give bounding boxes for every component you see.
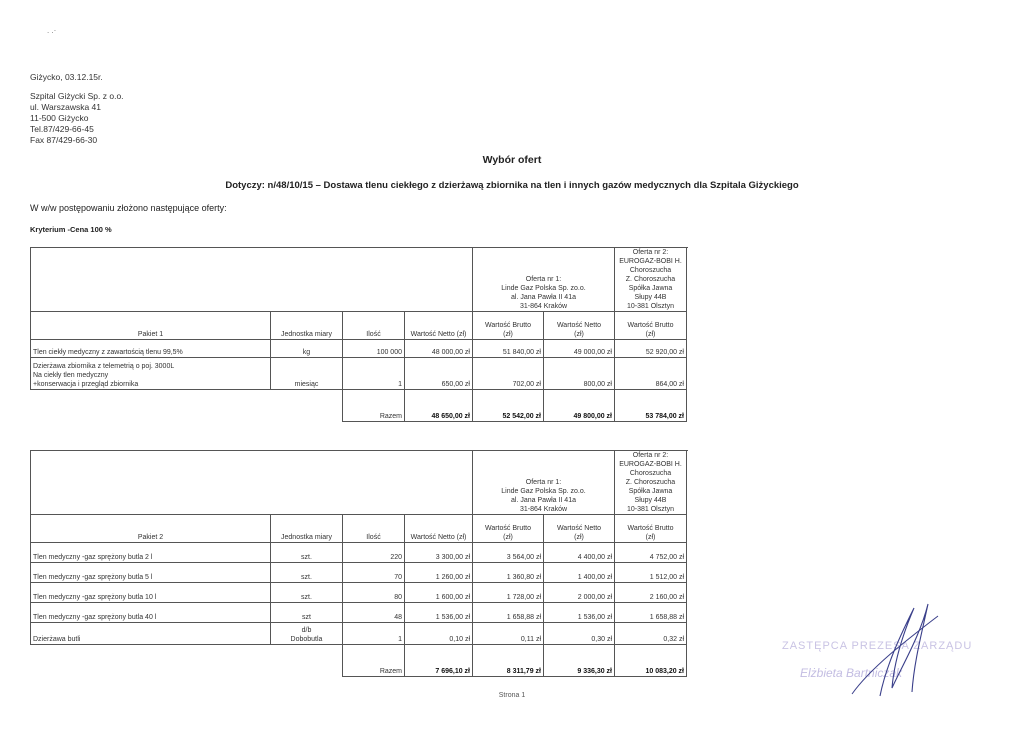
col-qty: Ilość: [343, 515, 405, 543]
item-unit: szt: [271, 603, 343, 623]
total-brutto-2: 53 784,00 zł: [615, 390, 687, 422]
address-line: 11-500 Giżycko: [30, 113, 89, 123]
item-description: [31, 340, 271, 358]
item-unit: kg: [271, 340, 343, 358]
item-unit: szt.: [271, 583, 343, 603]
item-description: [31, 623, 271, 645]
item-qty: 100 000: [343, 340, 405, 358]
total-row: [31, 390, 687, 422]
total-brutto-2: 10 083,20 zł: [615, 645, 687, 677]
item-brutto-2: 0,32 zł: [615, 623, 687, 645]
document-title: Wybór ofert: [482, 154, 542, 166]
table-row: [31, 583, 687, 603]
item-netto-1: 1 260,00 zł: [405, 563, 473, 583]
item-qty: 220: [343, 543, 405, 563]
item-brutto-2: 1 658,88 zł: [615, 603, 687, 623]
item-qty: 80: [343, 583, 405, 603]
item-description: [31, 583, 271, 603]
offer-1-line: Oferta nr 1:: [525, 479, 562, 486]
item-description: [31, 358, 271, 390]
offer-2-line: Z. Choroszucha Spółka Jawna: [625, 479, 676, 495]
item-brutto-2: 52 920,00 zł: [615, 340, 687, 358]
table-row: [31, 543, 687, 563]
offer-2-header: [615, 248, 687, 312]
offer-2-line: Oferta nr 2:: [632, 452, 669, 459]
item-qty: 70: [343, 563, 405, 583]
col-netto-2: Wartość Netto (zł): [544, 515, 615, 543]
item-line: Tlen medyczny -gaz sprężony butla 5 l: [33, 574, 153, 581]
item-netto-2: 4 400,00 zł: [544, 543, 615, 563]
item-brutto-1: 1 658,88 zł: [473, 603, 544, 623]
item-netto-2: 2 000,00 zł: [544, 583, 615, 603]
item-unit: szt.: [271, 563, 343, 583]
col-netto-1: Wartość Netto (zł): [405, 515, 473, 543]
item-line: Tlen medyczny -gaz sprężony butla 2 l: [33, 554, 153, 561]
col-brutto-2: Wartość Brutto (zł): [615, 312, 687, 340]
offer-1-line: 31-864 Kraków: [519, 303, 568, 310]
col-netto-2: Wartość Netto (zł): [544, 312, 615, 340]
offer-1-header: [473, 248, 615, 312]
offer-2-line: Słupy 44B: [634, 497, 667, 504]
offer-1-line: al. Jana Pawła II 41a: [511, 497, 576, 504]
item-brutto-1: 1 728,00 zł: [473, 583, 544, 603]
item-unit: d/b Dobobutla: [271, 623, 343, 645]
address-line: Tel.87/429-66-45: [30, 124, 94, 134]
item-line: Dzierżawa butli: [33, 636, 81, 643]
offer-header-spacer: [31, 451, 473, 515]
package-name: Pakiet 2: [31, 515, 271, 543]
offer-2-line: 10-381 Olsztyn: [626, 506, 675, 513]
corner-mark: . .·: [47, 26, 57, 35]
offers-table-package-2: [30, 450, 687, 677]
offer-1-line: al. Jana Pawła II 41a: [511, 294, 576, 301]
total-label: Razem: [343, 390, 405, 422]
item-qty: 1: [343, 358, 405, 390]
item-brutto-2: 1 512,00 zł: [615, 563, 687, 583]
place-date: Giżycko, 03.12.15r.: [30, 72, 103, 82]
table-row: [31, 603, 687, 623]
offer-1-line: 31-864 Kraków: [519, 506, 568, 513]
item-netto-2: 1 400,00 zł: [544, 563, 615, 583]
item-netto-1: 650,00 zł: [405, 358, 473, 390]
item-brutto-2: 2 160,00 zł: [615, 583, 687, 603]
offer-2-line: EUROGAZ-BOBI H. Choroszucha: [619, 258, 682, 274]
col-brutto-2: Wartość Brutto (zł): [615, 515, 687, 543]
total-row: [31, 645, 687, 677]
offer-2-line: Słupy 44B: [634, 294, 667, 301]
item-brutto-1: 3 564,00 zł: [473, 543, 544, 563]
item-unit: szt.: [271, 543, 343, 563]
item-netto-2: 49 000,00 zł: [544, 340, 615, 358]
address-line: Szpital Giżycki Sp. z o.o.: [30, 91, 124, 101]
intro-text: W w/w postępowaniu złożono następujące oferty:: [30, 203, 227, 213]
item-netto-2: 800,00 zł: [544, 358, 615, 390]
stamp-title: ZASTĘPCA PREZESA ZARZĄDU: [782, 640, 973, 652]
offer-header-spacer: [31, 248, 473, 312]
total-netto-1: 7 696,10 zł: [405, 645, 473, 677]
col-unit: Jednostka miary: [271, 312, 343, 340]
offer-2-line: 10-381 Olsztyn: [626, 303, 675, 310]
address-line: ul. Warszawska 41: [30, 102, 102, 112]
subject-line: Dotyczy: n/48/10/15 – Dostawa tlenu ciekłego z dzierżawą zbiornika na tlen i innych gazów medycznych dla Szpitala Giżyckiego: [225, 180, 799, 191]
offer-2-line: Oferta nr 2:: [632, 249, 669, 256]
item-line: Na ciekły tlen medyczny: [33, 372, 109, 379]
item-description: [31, 603, 271, 623]
offer-1-line: Linde Gaz Polska Sp. zo.o.: [501, 285, 586, 292]
offer-1-line: Linde Gaz Polska Sp. zo.o.: [501, 488, 586, 495]
item-brutto-1: 0,11 zł: [473, 623, 544, 645]
item-netto-2: 1 536,00 zł: [544, 603, 615, 623]
offer-2-header: [615, 451, 687, 515]
col-netto-1: Wartość Netto (zł): [405, 312, 473, 340]
offer-2-line: Z. Choroszucha Spółka Jawna: [625, 276, 676, 292]
item-line: Tlen ciekły medyczny z zawartością tlenu 99,5%: [33, 349, 183, 356]
table-row: [31, 563, 687, 583]
item-unit: miesiąc: [271, 358, 343, 390]
offer-2-line: EUROGAZ-BOBI H. Choroszucha: [619, 461, 682, 477]
item-brutto-1: 1 360,80 zł: [473, 563, 544, 583]
total-brutto-1: 8 311,79 zł: [473, 645, 544, 677]
total-label: Razem: [343, 645, 405, 677]
total-netto-2: 9 336,30 zł: [544, 645, 615, 677]
item-qty: 1: [343, 623, 405, 645]
total-netto-2: 49 800,00 zł: [544, 390, 615, 422]
item-description: [31, 543, 271, 563]
package-name: Pakiet 1: [31, 312, 271, 340]
col-brutto-1: Wartość Brutto (zł): [473, 515, 544, 543]
item-netto-1: 1 600,00 zł: [405, 583, 473, 603]
table-row: [31, 358, 687, 390]
page-number: Strona 1: [498, 692, 526, 699]
offer-1-line: Oferta nr 1:: [525, 276, 562, 283]
item-netto-1: 48 000,00 zł: [405, 340, 473, 358]
item-netto-1: 3 300,00 zł: [405, 543, 473, 563]
item-brutto-2: 864,00 zł: [615, 358, 687, 390]
item-brutto-1: 51 840,00 zł: [473, 340, 544, 358]
offer-1-header: [473, 451, 615, 515]
item-brutto-2: 4 752,00 zł: [615, 543, 687, 563]
item-line: Tlen medyczny -gaz sprężony butla 40 l: [33, 614, 157, 621]
item-brutto-1: 702,00 zł: [473, 358, 544, 390]
item-line: +konserwacja i przegląd zbiornika: [33, 381, 139, 388]
criterion-text: Kryterium -Cena 100 %: [30, 225, 112, 234]
total-brutto-1: 52 542,00 zł: [473, 390, 544, 422]
total-netto-1: 48 650,00 zł: [405, 390, 473, 422]
item-line: Tlen medyczny -gaz sprężony butla 10 l: [33, 594, 157, 601]
handwritten-signature: [842, 596, 942, 706]
item-netto-2: 0,30 zł: [544, 623, 615, 645]
table-row: [31, 623, 687, 645]
col-brutto-1: Wartość Brutto (zł): [473, 312, 544, 340]
letter-header: [30, 72, 124, 146]
col-qty: Ilość: [343, 312, 405, 340]
item-line: Dzierżawa zbiornika z telemetrią o poj. 3000L: [33, 363, 175, 370]
col-unit: Jednostka miary: [271, 515, 343, 543]
stamp-name: Elżbieta Bartniczak: [800, 666, 903, 680]
address-line: Fax 87/429-66-30: [30, 135, 98, 145]
table-row: [31, 340, 687, 358]
item-netto-1: 1 536,00 zł: [405, 603, 473, 623]
item-description: [31, 563, 271, 583]
item-netto-1: 0,10 zł: [405, 623, 473, 645]
offers-table-package-1: [30, 247, 687, 422]
item-qty: 48: [343, 603, 405, 623]
